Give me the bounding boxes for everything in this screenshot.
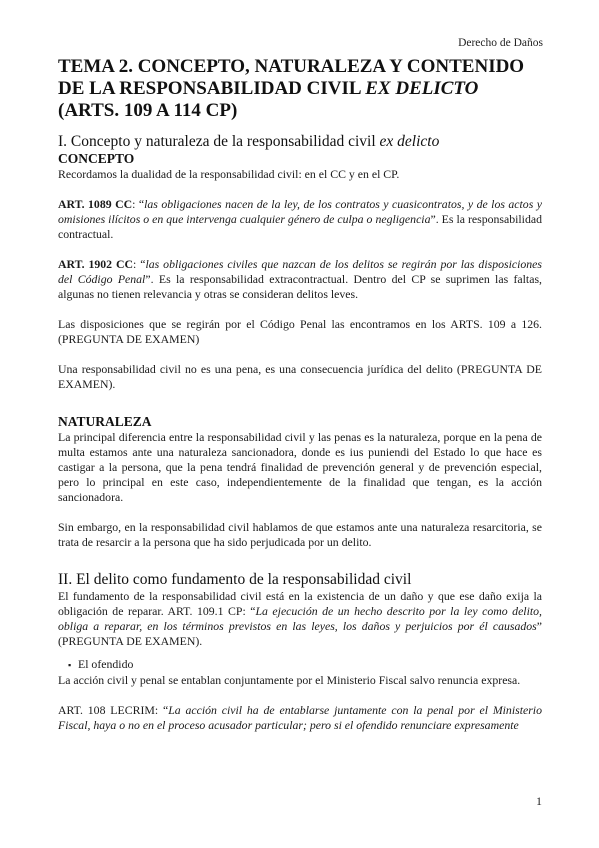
section1-heading-italic: ex delicto — [379, 133, 440, 150]
title-part1: TEMA 2. CONCEPTO, NATURALEZA Y CONTENIDO DE LA RESPONSABILIDAD CIVIL — [58, 56, 525, 99]
title-part2: (ARTS. 109 A 114 CP) — [58, 100, 238, 121]
art1089-after: ”. Es la responsabilidad contractual. — [58, 212, 542, 241]
concepto-paragraph-4: Las disposiciones que se regirán por el Código Penal las encontramos en los ARTS. 109 a 126. (PREGUNTA DE EXAMEN) — [58, 317, 542, 346]
art1089-quote: las obligaciones nacen de la ley, de los contratos y cuasicontratos, y de los actos y omisiones ilícitos o en que intervenga cualquier género de culpa o negligencia — [58, 197, 542, 226]
art1089-open-quote: : “ — [132, 197, 145, 211]
bullet-list — [58, 657, 542, 673]
naturaleza-heading: NATURALEZA — [58, 414, 152, 429]
section2-p1-post: ” (PREGUNTA DE EXAMEN). — [58, 619, 542, 648]
art1902-quote: las obligaciones civiles que nazcan de los delitos se regirán por las disposiciones del Código Penal — [58, 257, 542, 286]
art1902-open-quote: : “ — [133, 257, 146, 271]
page-number: 1 — [536, 794, 542, 808]
lecrim-ref: ART. 108 LECRIM: “ — [58, 703, 169, 717]
title-italic: EX DELICTO — [365, 78, 479, 99]
bullet-text: El ofendido — [78, 657, 134, 671]
concepto-paragraph-art1902 — [58, 257, 542, 302]
naturaleza-paragraph-2: Sin embargo, en la responsabilidad civil hablamos de que estamos ante una naturaleza resarcitoria, se trata de resarcir a la persona que ha sido perjudicada por un delito. — [58, 520, 542, 549]
section2-paragraph-1 — [58, 589, 542, 649]
document-body — [58, 56, 542, 733]
art1902-after: ”. Es la responsabilidad extracontractual. Dentro del CP se suprimen las faltas, algunas no tienen relevancia y otras se consideran delitos leves. — [58, 272, 542, 301]
section2-p1-pre: El fundamento de la responsabilidad civil está en la existencia de un daño y que ese daño exija la obligación de reparar. ART. 109.1 CP: “ — [58, 589, 542, 618]
page-title — [58, 56, 542, 122]
concepto-paragraph-1: Recordamos la dualidad de la responsabilidad civil: en el CC y en el CP. — [58, 167, 400, 181]
section1-heading — [58, 133, 542, 151]
running-header: Derecho de Daños — [458, 37, 543, 49]
naturaleza-paragraph-1: La principal diferencia entre la responsabilidad civil y las penas es la naturaleza, porque en la pena de multa estamos ante una naturaleza sancionadora, donde es ius puniendi del Estado lo que hace es castigar a la persona, que la pena tendrá finalidad de prevención general y de prevención especial, pero lo principal en este caso, independientemente de la finalidad que tengan, es la acción sancionadora. — [58, 430, 542, 504]
art1902-ref: ART. 1902 CC — [58, 257, 134, 271]
section1-heading-plain: I. Concepto y naturaleza de la responsabilidad civil — [58, 133, 380, 150]
lecrim-quote: La acción civil ha de entablarse juntamente con la penal por el Ministerio Fiscal, haya o no en el proceso acusador particular; pero si el ofendido renunciare expresamente — [58, 703, 542, 732]
section2-heading: II. El delito como fundamento de la responsabilidad civil — [58, 571, 412, 588]
section2-paragraph-3 — [58, 703, 542, 733]
section2-paragraph-2: La acción civil y penal se entablan conjuntamente por el Ministerio Fiscal salvo renuncia expresa. — [58, 673, 521, 687]
concepto-heading: CONCEPTO — [58, 151, 135, 166]
art1089-ref: ART. 1089 CC — [58, 197, 133, 211]
bullet-icon: ▪ — [68, 660, 72, 670]
concepto-paragraph-5: Una responsabilidad civil no es una pena, es una consecuencia jurídica del delito (PREGUNTA DE EXAMEN). — [58, 362, 542, 391]
art109-quote: La ejecución de un hecho descrito por la ley como delito, obliga a reparar, en los términos previstos en las leyes, los daños y perjuicios por él causados — [58, 604, 542, 633]
list-item — [68, 657, 542, 673]
concepto-paragraph-art1089 — [58, 197, 542, 242]
